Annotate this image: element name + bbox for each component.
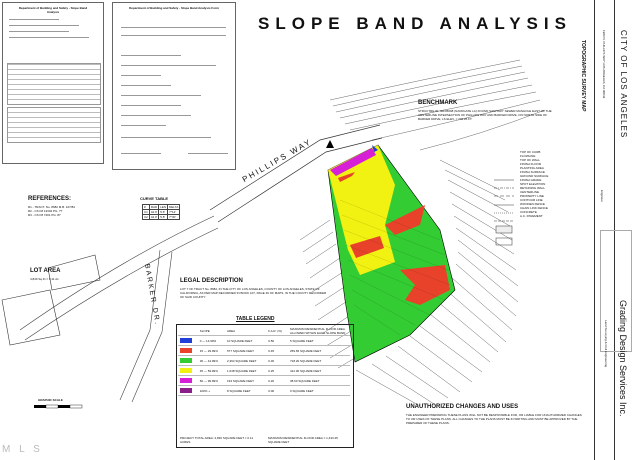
unauthorized-text: THE ENGINEER PREPARING THESE PLANS WILL NOT BE RESPONSIBLE FOR, OR LIABLE FOR UNAUTHORIZED CHANGES TO OR USES OF THESE PLANS. ALL CHANGES TO THE PLANS MUST BE IN WRITING AND MUST BE APPROVED BY THE PREPARER OF THESE PLANS. [406,413,582,425]
max-cell: 718.20 SQUARE FEET [288,356,350,366]
unauthorized-heading: UNAUTHORIZED CHANGES AND USES [406,404,519,410]
reference-line: R3 - CS F8 7401 PG. 87 [28,213,61,217]
area-cell: 10 SQUARE FEET [225,336,266,346]
legend-key-item: RETAINING WALL [520,186,546,190]
max-cell: 0 SQUARE FEET [288,386,350,396]
table-row [178,356,350,366]
form-left-title: Department of Building and Safety - Slope Band Analysis [18,6,88,14]
max-cell: 412.00 SQUARE FEET [288,366,350,376]
barker-dr-label: BARKER DR. [142,263,161,327]
legend-key-item: PLANTING AREA [520,166,544,170]
unauthorized-block [406,404,586,425]
legend-key-item: CENTERLINE [520,190,540,194]
legend-key-item: A.C. PAVEMENT [520,214,543,218]
legal-heading: LEGAL DESCRIPTION [180,278,243,284]
area-cell: 2,394 SQUARE FEET [225,356,266,366]
slope-cell: 30 — 44.99% [198,356,225,366]
engineer-stamp-label: Engineer [600,190,604,203]
legend-key-item: PROPERTY LINE [520,194,544,198]
curve-col: # [143,205,150,210]
site-address: 1906 N. PHILLIPS WAY LOS ANGELES, CA 90042 [602,30,606,99]
form-right-title: Department of Building and Safety - Slope Band Analysis Form [129,6,219,10]
reference-line: R1 - TRACT. No. 8682 M.B. 107/84 [28,205,75,209]
references-heading: REFERENCES: [28,196,72,202]
city-name: CITY OF LOS ANGELES [619,30,628,139]
max-cell: 5 SQUARE FEET [288,336,350,346]
legend-key-item: FINISH SURFACE [520,170,545,174]
firm-subtitle: Land Surveying & Civil Engineering [604,320,608,368]
legal-description-block [180,278,330,299]
corner-mark: M L S [2,444,43,455]
area-cell: 577 SQUARE FEET [225,346,266,356]
curve-cell: 44.0' [150,215,158,219]
area-cell: 193 SQUARE FEET [225,376,266,386]
curve-col: DELTA [169,205,179,209]
benchmark-heading: BENCHMARK [418,100,458,106]
far-cell: 0.00 [266,386,288,396]
legend-col-far: F.A.R. (%) [266,326,288,336]
graphic-scale-bar [34,405,82,408]
area-cell: 1,648 SQUARE FEET [225,366,266,376]
curve-cell: 5.8' [159,215,168,220]
slope-swatch [180,338,192,343]
legend-key [520,150,568,218]
slope-cell: 100% + [198,386,225,396]
graphic-scale-label: GRAPHIC SCALE [38,398,63,402]
far-cell: 0.50 [266,336,288,346]
legend-key-item: FINISH GRADE [520,178,542,182]
slope-cell: 60 — 99.99% [198,376,225,386]
max-cell: 38.60 SQUARE FEET [288,376,350,386]
far-cell: 0.20 [266,376,288,386]
curve-cell: 7°12' [168,210,180,215]
legend-key-item: CONCRETE [520,210,537,214]
legend-key-item: TOP OF WALL [520,158,540,162]
title-block-border [594,0,595,460]
table-row [178,366,350,376]
curve-cell: 7°30' [168,215,180,220]
legend-key-item: GROUND SURFACE [520,174,549,178]
slope-swatch [180,368,192,373]
firm-name: Grading Design Services Inc. [618,300,628,417]
references-block [28,196,128,217]
lot-area-value: 4,840 Sq.Ft = 0.11 Ac [30,277,59,281]
table-legend [178,326,350,396]
legend-col-slope: SLOPE [198,326,225,336]
legend-key-item: SPOT ELEVATION [520,182,546,186]
legend-key-item: FLOWLINE [520,154,536,158]
far-cell: 0.25 [266,366,288,376]
phillips-way-road [20,125,382,340]
table-row [178,336,350,346]
table-row [143,215,180,220]
benchmark-block [418,100,558,121]
survey-type: TOPOGRAPHIC SURVEY MAP [580,40,586,112]
far-cell: 0.45 [266,346,288,356]
legend-footer-right: MAXIMUM RESIDENTIAL FLOOR AREA = 1,433.45 SQUARE FEET [268,436,338,444]
legal-text: LOT 7 OF TRACT No. 8682, IN THE CITY OF LOS ANGELES, COUNTY OF LOS ANGELES, STATE OF CALIFORNIA, AS PER MAP RECORDED IN BOOK 107, PAGE 46 OF MAPS, IN THE COUNTY RECORDER OF SAID COUNTY. [180,287,327,299]
far-cell: 0.30 [266,356,288,366]
legend-col-area: AREA [225,326,266,336]
curve-cell: 44.0' [150,210,158,214]
slope-swatch [180,378,192,383]
curve-cell: C1 [144,210,148,214]
legend-key-item: WOODEN FENCE [520,202,545,206]
curve-cell: 5.6' [159,210,168,215]
table-legend-heading: TABLE LEGEND [236,316,275,322]
slope-cell: 45 — 59.99% [198,366,225,376]
reference-line: R2 - CS F8 13304 PG. ?? [28,209,63,213]
lot-area-block [30,268,60,281]
curve-table-heading: CURVE TABLE [140,196,169,201]
slope-cell: 0 — 14.99% [198,336,225,346]
slope-cell: 15 — 29.99% [198,346,225,356]
table-row [178,376,350,386]
legend-key-item: TOP OF CURB [520,150,541,154]
table-row [178,346,350,356]
drawing-title: SLOPE BAND ANALYSIS [258,14,572,33]
curve-cell: C2 [144,215,148,219]
slope-swatch [180,348,192,353]
phillips-way-label: PHILLIPS WAY [240,136,314,185]
north-arrow-icon [326,140,334,148]
slope-swatch [180,358,192,363]
legend-footer-left: PROJECT TOTAL AREA: 4,830 SQUARE FEET = 0.11 ACRES [180,436,254,444]
table-row [178,386,350,396]
max-cell: 259.65 SQUARE FEET [288,346,350,356]
area-cell: 8 SQUARE FEET [225,386,266,396]
legend-key-item: CHAIN LINK FENCE [520,206,548,210]
legend-key-item: CONTOUR LINE [520,198,543,202]
curve-col: LEN [160,205,167,209]
benchmark-text: STRUCTRE ID: 40F05008 (NAVDGATE LA) FOUND SANITARY SEWER MANHOLE EAST OF THE CENTERLINE INTERSECTION OF PHILLIPS WAY AND BARKER DRIVE, ON NORTH SIDE OF BARKER DRIVE, LS ELEV. = 746.25 FT. [418,109,552,121]
legend-key-item: FINISH FLOOR [520,162,542,166]
curve-col: RAD [150,205,158,209]
curve-table [142,204,180,220]
slope-swatch [180,388,192,393]
lot-area-heading: LOT AREA [30,268,61,274]
legend-col-max: MAXIMUM RESIDENTIAL FLOOR AREA ALLOWED WITHIN EACH SLOPE BAND [288,326,350,336]
